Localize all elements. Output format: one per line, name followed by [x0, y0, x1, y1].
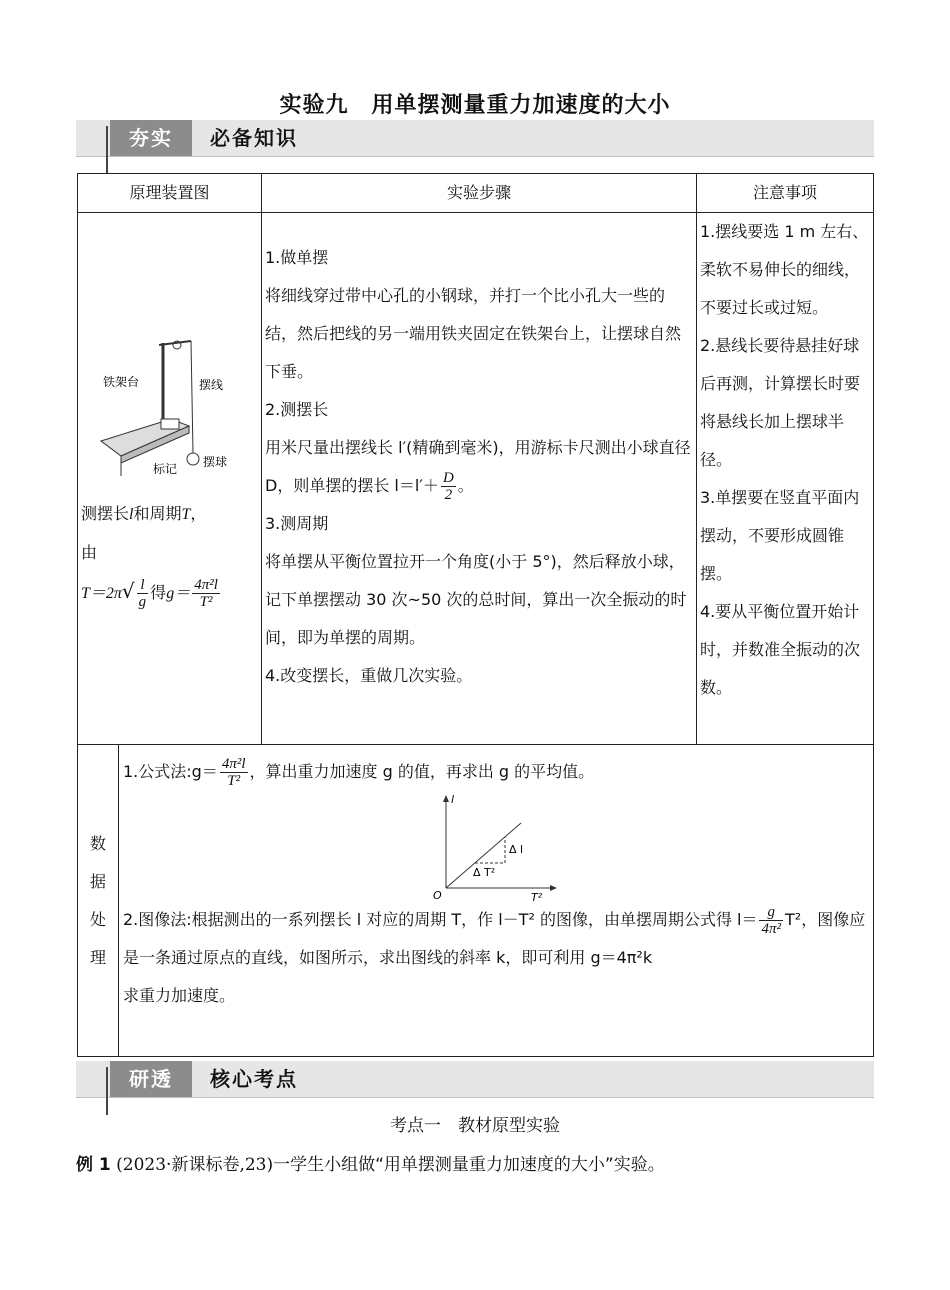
notes-cell [697, 213, 874, 745]
method-1: 1.公式法:g＝ $\frac{\text{4π²l}}{\text{T²}}$ ，算出重力加速度 g 的值，再求出 g 的平均值。 [123, 756, 595, 789]
step-2-title: 2.测摆长 [265, 400, 329, 419]
principle-cell [78, 213, 262, 745]
topic-heading: 考点一 教材原型实验 [390, 1116, 560, 1136]
banner-tag: 研透 [110, 1061, 192, 1097]
g-fraction: $\frac{\text{4π²l}}{\text{T²}}$ [194, 577, 218, 610]
label-ball: 摆球 [203, 455, 228, 469]
note-item: 2.悬线长要待悬挂好球后再测，计算摆长时要将悬线长加上摆球半径。 [700, 336, 861, 469]
note-item: 1.摆线要选 1 m 左右、柔软不易伸长的细线，不要过长或过短。 [700, 222, 869, 317]
banner-label: 必备知识 [210, 126, 298, 150]
steps-cell [262, 213, 697, 745]
svg-text:O: O [433, 889, 442, 901]
header-principle: 原理装置图 [78, 174, 262, 213]
label-stand: 铁架台 [103, 375, 140, 389]
svg-text:l: l [451, 793, 455, 806]
banner-rule [106, 1067, 108, 1115]
example-source: (2023·新课标卷,23) [116, 1155, 274, 1175]
experiment-table [77, 173, 874, 1057]
banner-label: 核心考点 [210, 1067, 298, 1091]
data-processing-row [78, 745, 874, 1057]
example-text: 一学生小组做“用单摆测量重力加速度的大小”实验。 [273, 1155, 665, 1175]
l-T2-graph [431, 793, 561, 901]
principle-text: 测摆长l和周期T， 由 T＝2π√ $\frac{l}{g}$ 得g＝ $\frac{\text{4π²l}}{\text{T²}}$ [81, 504, 218, 610]
step-1-body: 将细线穿过带中心孔的小钢球，并打一个比小孔大一些的结，然后把线的另一端用铁夹固定在铁架台上，让摆球自然下垂。 [265, 286, 682, 381]
label-mark: 标记 [153, 462, 178, 476]
step-3-title: 3.测周期 [265, 514, 329, 533]
banner-tag: 夯实 [110, 120, 192, 156]
step-1-title: 1.做单摆 [265, 248, 329, 267]
step-3-body: 将单摆从平衡位置拉开一个角度(小于 5°)，然后释放小球，记下单摆摆动 30 次~50 次的总时间，算出一次全振动的时间，即为单摆的周期。 [265, 552, 687, 647]
banner-rule [106, 126, 108, 174]
page-title: 实验九 用单摆测量重力加速度的大小 [279, 93, 671, 118]
svg-text:Δ T²: Δ T² [473, 866, 496, 879]
note-item: 4.要从平衡位置开始计时，并数准全振动的次数。 [700, 602, 861, 697]
example-line [76, 1150, 665, 1175]
method-2: 2.图像法:根据测出的一系列摆长 l 对应的周期 T，作 l－T² 的图像，由单摆周期公式得 l＝ $\frac{g}{\text{4π²}}$ T²，图像应是一条通过原点的直线，如图所示，求出图线的斜率 k，即可利用 g＝4π²k [123, 904, 866, 967]
sqrt-fraction: $\frac{l}{g}$ [138, 577, 147, 610]
method-2-end: 求重力加速度。 [123, 986, 236, 1005]
svg-text:T²: T² [531, 891, 543, 901]
step-2-body: 用米尺量出摆线长 l′(精确到毫米)，用游标卡尺测出小球直径 D，则单摆的摆长 l＝l′＋ $\frac{D}{2}$ 。 [265, 438, 691, 503]
step-4-title: 4.改变摆长，重做几次实验。 [265, 666, 473, 685]
svg-text:Δ l: Δ l [509, 843, 524, 856]
header-notes: 注意事项 [697, 174, 874, 213]
example-label: 例 1 [76, 1155, 111, 1175]
header-steps: 实验步骤 [262, 174, 697, 213]
label-string: 摆线 [199, 378, 224, 392]
section-banner-core [76, 1061, 874, 1098]
pendulum-apparatus-figure [81, 331, 251, 481]
data-label: 数 据 处 理 [78, 745, 119, 1056]
note-item: 3.单摆要在竖直平面内摆动，不要形成圆锥摆。 [700, 488, 860, 583]
section-banner-knowledge [76, 120, 874, 157]
data-processing-content [119, 745, 873, 1056]
